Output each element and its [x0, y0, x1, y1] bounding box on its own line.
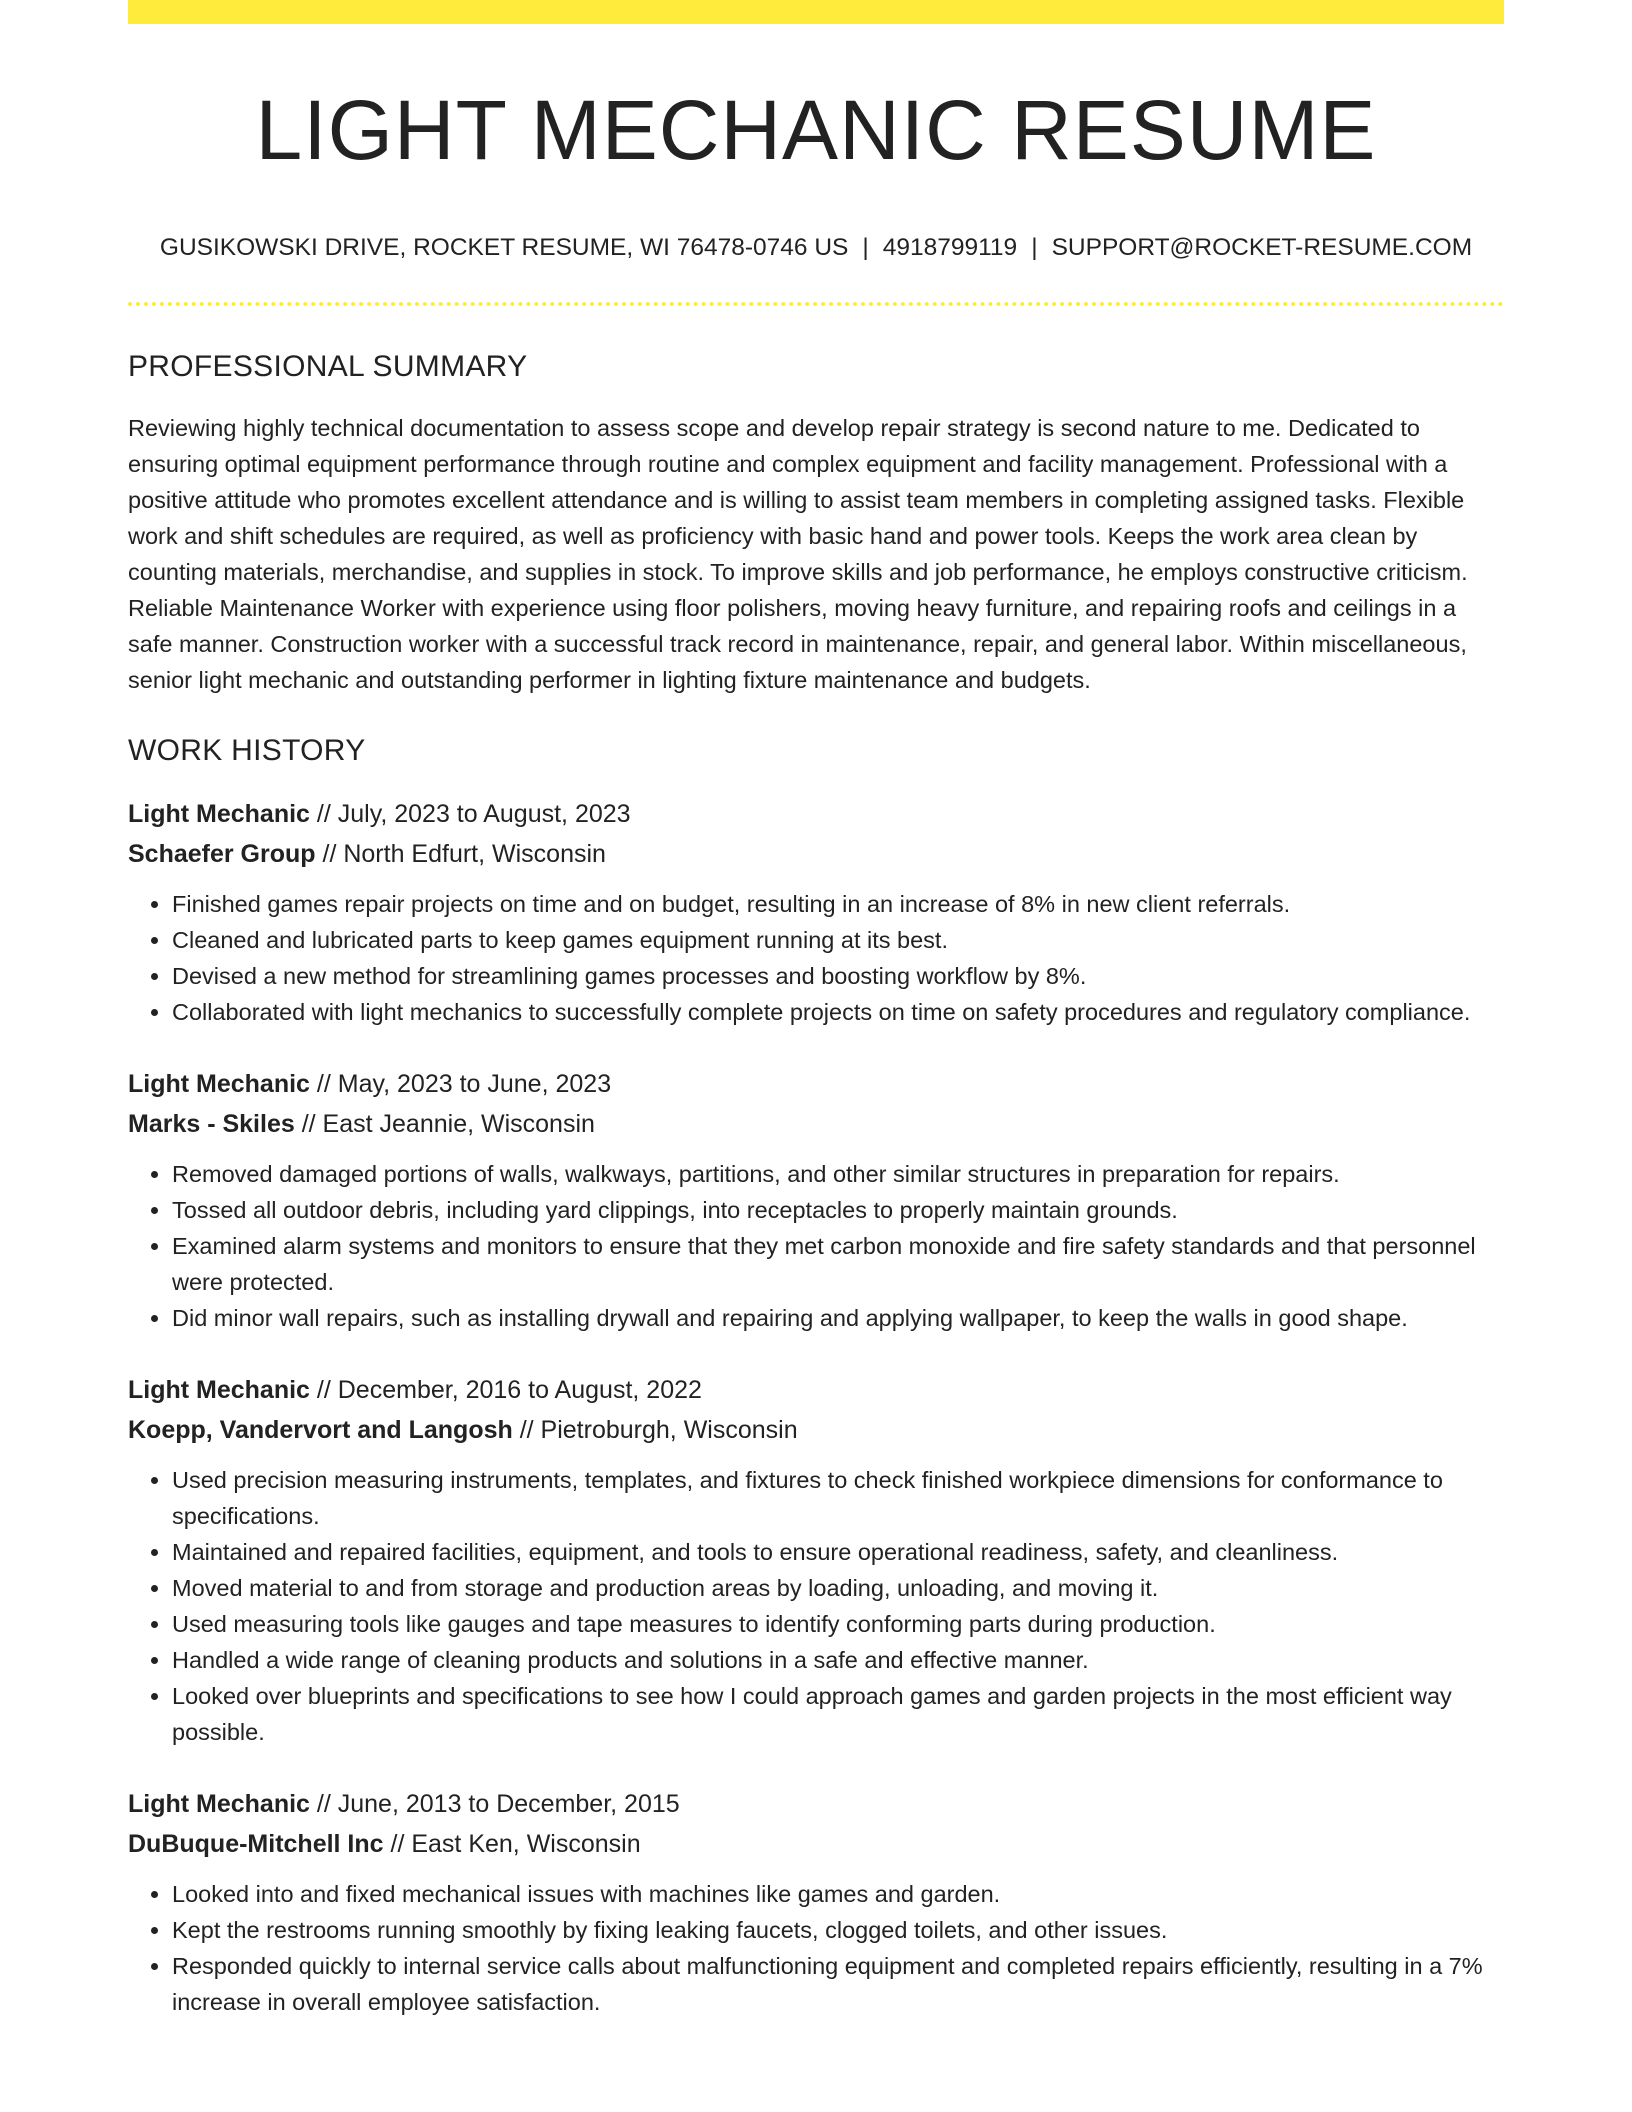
job-bullet-list	[128, 1156, 1504, 1336]
contact-email: SUPPORT@ROCKET-RESUME.COM	[1051, 234, 1473, 262]
job-company: Marks - Skiles	[128, 1110, 295, 1139]
job-bullet: • Devised a new method for streamlining games processes and boosting workflow by 8%.	[172, 958, 1504, 994]
work-history-list	[128, 794, 1504, 2020]
contact-line	[128, 234, 1504, 262]
job-location: // East Jeannie, Wisconsin	[294, 1110, 595, 1139]
job-company-line	[128, 1410, 1504, 1450]
job-bullet: • Responded quickly to internal service calls about malfunctioning equipment and completed repairs efficiently, resulting in a 7% increase in overall employee satisfaction.	[172, 1948, 1504, 2020]
job-bullet: • Did minor wall repairs, such as installing drywall and repairing and applying wallpaper, to keep the walls in good shape.	[172, 1300, 1504, 1336]
job-bullet: • Moved material to and from storage and production areas by loading, unloading, and moving it.	[172, 1570, 1504, 1606]
job-dates: // December, 2016 to August, 2022	[309, 1376, 702, 1405]
job-bullet: • Collaborated with light mechanics to successfully complete projects on time on safety procedures and regulatory compliance.	[172, 994, 1504, 1030]
job-title: Light Mechanic	[128, 1070, 310, 1099]
accent-top-bar	[128, 0, 1504, 24]
job-bullet: • Tossed all outdoor debris, including yard clippings, into receptacles to properly maintain grounds.	[172, 1192, 1504, 1228]
job-bullet: • Handled a wide range of cleaning products and solutions in a safe and effective manner.	[172, 1642, 1504, 1678]
resume-page	[128, 0, 1504, 2020]
job-bullet: • Used precision measuring instruments, templates, and fixtures to check finished workpiece dimensions for conformance to specifications.	[172, 1462, 1504, 1534]
work-history-entry	[128, 1064, 1504, 1336]
job-bullet: • Looked into and fixed mechanical issues with machines like games and garden.	[172, 1876, 1504, 1912]
job-dates: // June, 2013 to December, 2015	[309, 1790, 680, 1819]
job-title: Light Mechanic	[128, 800, 310, 829]
job-bullet-list	[128, 1462, 1504, 1750]
job-bullet-list	[128, 1876, 1504, 2020]
resume-title: LIGHT MECHANIC RESUME	[255, 83, 1377, 177]
job-location: // East Ken, Wisconsin	[383, 1830, 641, 1859]
work-history-entry	[128, 1370, 1504, 1750]
summary-heading: PROFESSIONAL SUMMARY	[128, 350, 528, 384]
job-title-line	[128, 1370, 1504, 1410]
job-title-line	[128, 1784, 1504, 1824]
summary-text: Reviewing highly technical documentation to assess scope and develop repair strategy is second nature to me. Dedicated to ensuring optimal equipment performance through routine and complex equipment and facility management. Professional with a positive attitude who promotes excellent attendance and is willing to assist team members in completing assigned tasks. Flexible work and shift schedules are required, as well as proficiency with basic hand and power tools. Keeps the work area clean by counting materials, merchandise, and supplies in stock. To improve skills and job performance, he employs constructive criticism. Reliable Maintenance Worker with experience using floor polishers, moving heavy furniture, and repairing roofs and ceilings in a safe manner. Construction worker with a successful track record in maintenance, repair, and general labor. Within miscellaneous, senior light mechanic and outstanding performer in lighting fixture maintenance and budgets.	[128, 415, 1468, 694]
contact-phone: 4918799119	[882, 234, 1018, 262]
contact-separator: |	[862, 234, 869, 262]
job-company: DuBuque-Mitchell Inc	[128, 1830, 384, 1859]
job-bullet-list	[128, 886, 1504, 1030]
job-company: Schaefer Group	[128, 840, 316, 869]
job-title: Light Mechanic	[128, 1376, 310, 1405]
work-history-heading: WORK HISTORY	[128, 734, 366, 768]
work-history-entry	[128, 794, 1504, 1030]
job-company-line	[128, 1824, 1504, 1864]
job-bullet: • Finished games repair projects on time and on budget, resulting in an increase of 8% in new client referrals.	[172, 886, 1504, 922]
job-bullet: • Kept the restrooms running smoothly by fixing leaking faucets, clogged toilets, and other issues.	[172, 1912, 1504, 1948]
job-company: Koepp, Vandervort and Langosh	[128, 1416, 513, 1445]
job-company-line	[128, 1104, 1504, 1144]
job-bullet: • Used measuring tools like gauges and tape measures to identify conforming parts during production.	[172, 1606, 1504, 1642]
job-title-line	[128, 794, 1504, 834]
dotted-divider	[128, 302, 1504, 306]
job-bullet: • Removed damaged portions of walls, walkways, partitions, and other similar structures in preparation for repairs.	[172, 1156, 1504, 1192]
work-history-entry	[128, 1784, 1504, 2020]
job-location: // Pietroburgh, Wisconsin	[512, 1416, 798, 1445]
job-bullet: • Examined alarm systems and monitors to ensure that they met carbon monoxide and fire safety standards and that personnel were protected.	[172, 1228, 1504, 1300]
job-company-line	[128, 834, 1504, 874]
job-bullet: • Cleaned and lubricated parts to keep games equipment running at its best.	[172, 922, 1504, 958]
contact-separator: |	[1031, 234, 1038, 262]
job-dates: // May, 2023 to June, 2023	[309, 1070, 612, 1099]
job-dates: // July, 2023 to August, 2023	[309, 800, 631, 829]
job-title-line	[128, 1064, 1504, 1104]
job-bullet: • Maintained and repaired facilities, equipment, and tools to ensure operational readiness, safety, and cleanliness.	[172, 1534, 1504, 1570]
contact-address: GUSIKOWSKI DRIVE, ROCKET RESUME, WI 76478-0746 US	[159, 234, 849, 262]
job-bullet: • Looked over blueprints and specifications to see how I could approach games and garden projects in the most efficient way possible.	[172, 1678, 1504, 1750]
job-title: Light Mechanic	[128, 1790, 310, 1819]
job-location: // North Edfurt, Wisconsin	[315, 840, 606, 869]
